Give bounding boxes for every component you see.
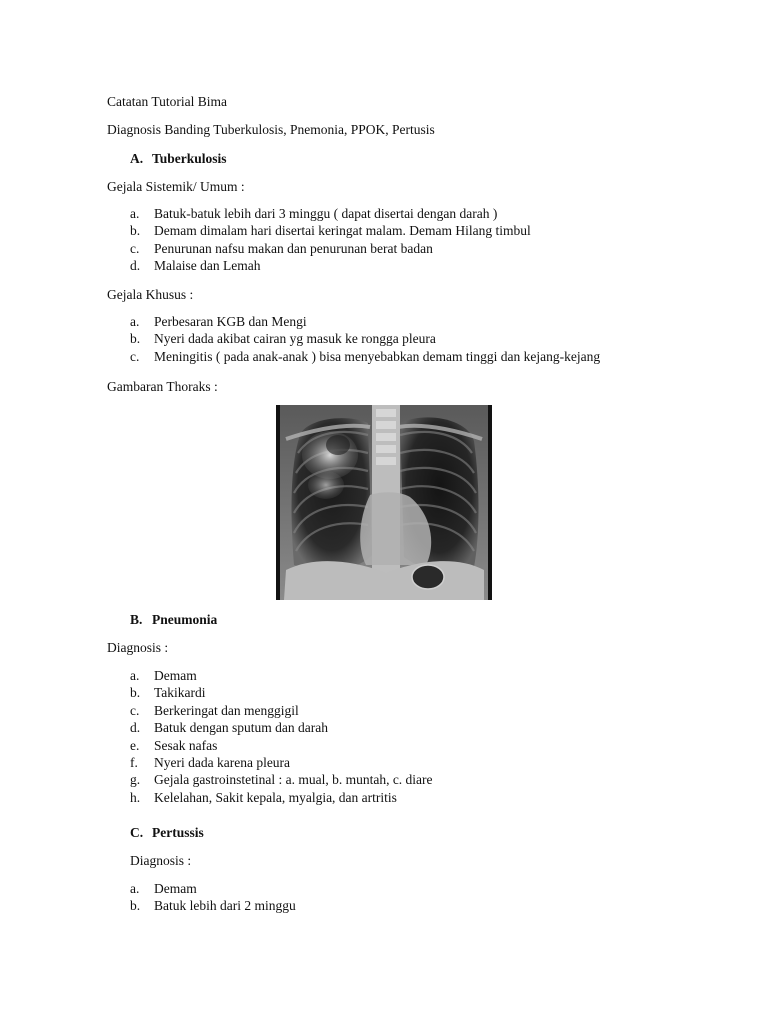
list-text: Demam — [154, 668, 197, 683]
list-marker: b. — [130, 685, 141, 701]
list-marker: a. — [130, 668, 140, 683]
list-marker: f. — [130, 754, 138, 770]
list-text: Malaise dan Lemah — [154, 258, 261, 274]
list-marker: e. — [130, 737, 140, 753]
list-text: Perbesaran KGB dan Mengi — [154, 314, 307, 329]
gejala-sistemik-label: Gejala Sistemik/ Umum : — [107, 179, 245, 194]
list-marker: d. — [130, 720, 141, 736]
section-title: Tuberkulosis — [152, 151, 227, 166]
list-text: Batuk lebih dari 2 minggu — [154, 898, 296, 914]
gambaran-thoraks-label: Gambaran Thoraks : — [107, 379, 218, 394]
list-text: Gejala gastroinstetinal : a. mual, b. muntah, c. diare — [154, 772, 433, 788]
chest-xray-image — [276, 405, 492, 600]
list-text: Demam dimalam hari disertai keringat malam. Demam Hilang timbul — [154, 223, 531, 239]
list-marker: c. — [130, 702, 140, 718]
list-text: Batuk dengan sputum dan darah — [154, 720, 328, 736]
list-text: Kelelahan, Sakit kepala, myalgia, dan artritis — [154, 789, 397, 805]
list-marker: b. — [130, 898, 141, 914]
list-text: Sesak nafas — [154, 737, 218, 753]
gejala-khusus-label: Gejala Khusus : — [107, 287, 194, 302]
list-text: Nyeri dada karena pleura — [154, 754, 291, 770]
section-title: Pneumonia — [152, 612, 218, 627]
list-marker: a. — [130, 206, 140, 221]
section-letter: A. — [130, 151, 144, 166]
list-text: Berkeringat dan menggigil — [154, 702, 299, 718]
list-marker: d. — [130, 258, 141, 274]
section-heading-pneumonia — [130, 611, 217, 628]
list-marker: g. — [130, 772, 141, 788]
section-title: Pertussis — [152, 825, 204, 840]
list-marker: b. — [130, 331, 141, 347]
section-letter: B. — [130, 612, 143, 627]
section-heading-tuberkulosis — [130, 150, 227, 167]
list-text: Meningitis ( pada anak-anak ) bisa menyebabkan demam tinggi dan kejang-kejang — [154, 348, 601, 364]
list-text: Demam — [154, 881, 197, 896]
pneumonia-diagnosis-label: Diagnosis : — [107, 640, 169, 655]
list-text: Takikardi — [154, 685, 206, 701]
section-heading-pertussis — [130, 824, 204, 841]
list-marker: a. — [130, 881, 140, 896]
list-text: Nyeri dada akibat cairan yg masuk ke rongga pleura — [154, 331, 436, 347]
doc-subtitle: Diagnosis Banding Tuberkulosis, Pnemonia, PPOK, Pertusis — [107, 122, 435, 137]
pertussis-diagnosis-label: Diagnosis : — [130, 853, 192, 868]
list-marker: c. — [130, 240, 140, 256]
list-marker: c. — [130, 348, 140, 364]
list-marker: h. — [130, 789, 141, 805]
list-text: Batuk-batuk lebih dari 3 minggu ( dapat disertai dengan darah ) — [154, 206, 498, 221]
doc-title: Catatan Tutorial Bima — [107, 94, 227, 109]
list-marker: b. — [130, 223, 141, 239]
list-marker: a. — [130, 314, 140, 329]
section-letter: C. — [130, 825, 144, 840]
list-text: Penurunan nafsu makan dan penurunan berat badan — [154, 240, 433, 256]
